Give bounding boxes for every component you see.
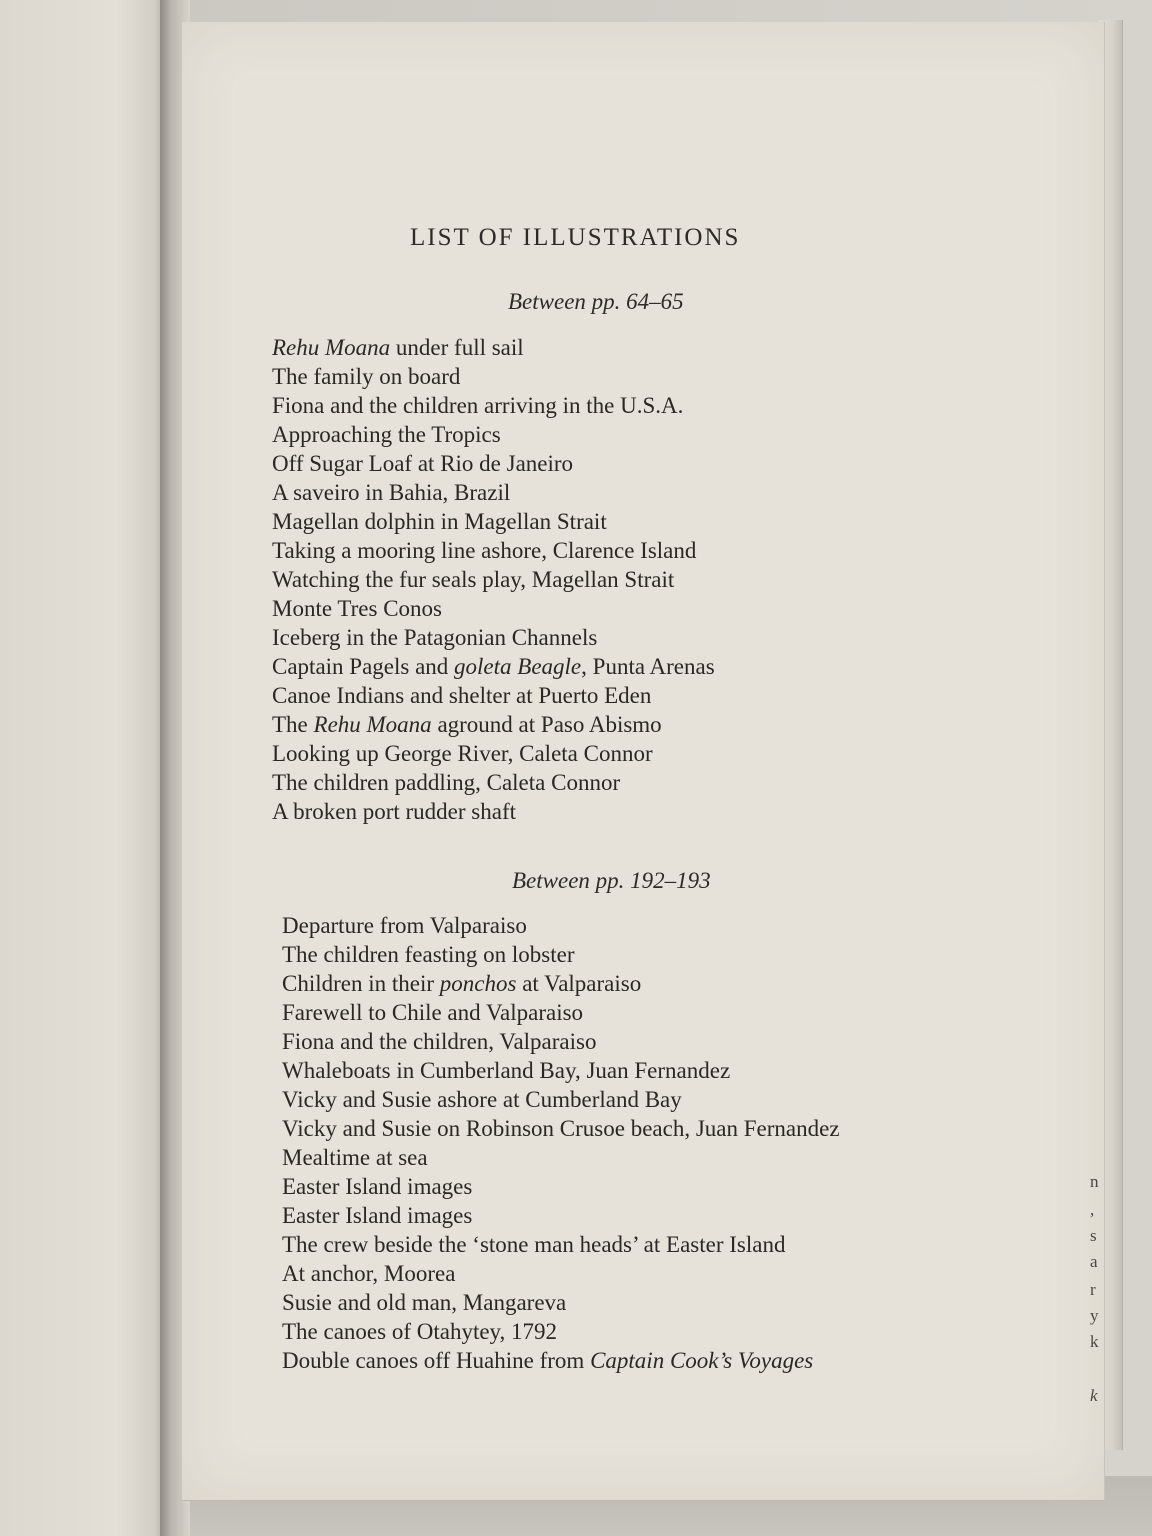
illustration-item xyxy=(282,1288,840,1317)
illustration-item xyxy=(282,1056,840,1085)
illustration-item xyxy=(272,333,715,362)
page-title: LIST OF ILLUSTRATIONS xyxy=(410,224,741,251)
illustration-item-text: under full sail xyxy=(390,335,524,360)
bleed-letter: n xyxy=(1090,1172,1099,1191)
illustration-item-text: The children paddling, Caleta Connor xyxy=(272,770,621,795)
illustration-item xyxy=(272,420,715,449)
illustration-item-text: Mealtime at sea xyxy=(282,1145,428,1170)
illustration-item xyxy=(272,565,715,594)
illustration-item xyxy=(272,391,715,420)
bleed-letter: s xyxy=(1090,1226,1097,1245)
illustration-item xyxy=(282,969,840,998)
illustration-item xyxy=(282,1201,840,1230)
illustration-item-text: A broken port rudder shaft xyxy=(272,799,516,824)
bleed-letter: a xyxy=(1090,1252,1098,1271)
illustration-item-text: Taking a mooring line ashore, Clarence Island xyxy=(272,538,697,563)
illustration-item xyxy=(272,536,715,565)
illustration-item xyxy=(272,652,715,681)
illustration-item-text: Easter Island images xyxy=(282,1203,473,1228)
illustration-item xyxy=(272,739,715,768)
illustration-item-text: Easter Island images xyxy=(282,1174,473,1199)
illustration-item-text: The xyxy=(272,712,314,737)
illustration-item xyxy=(272,507,715,536)
illustration-item xyxy=(282,1230,840,1259)
illustration-list-1 xyxy=(272,333,715,826)
illustration-item-text: The family on board xyxy=(272,364,461,389)
illustration-item xyxy=(282,1317,840,1346)
illustration-item xyxy=(272,797,715,826)
illustration-item xyxy=(272,362,715,391)
illustration-item xyxy=(272,623,715,652)
illustration-item xyxy=(272,594,715,623)
illustration-item-text: Captain Pagels and xyxy=(272,654,455,679)
illustration-item-text: Departure from Valparaiso xyxy=(282,913,527,938)
illustration-item-italic-text: Rehu Moana xyxy=(272,335,391,360)
illustration-item xyxy=(272,681,715,710)
left-page xyxy=(0,0,168,1536)
illustration-item xyxy=(282,911,840,940)
bleed-letter: r xyxy=(1090,1280,1096,1299)
illustration-item-text: A saveiro in Bahia, Brazil xyxy=(272,480,511,505)
illustration-item-text: At anchor, Moorea xyxy=(282,1261,456,1286)
illustration-item xyxy=(282,1114,840,1143)
section-heading-2: Between pp. 192–193 xyxy=(512,868,711,893)
illustration-item-text: The canoes of Otahytey, 1792 xyxy=(282,1319,558,1344)
illustration-item xyxy=(272,710,715,739)
illustration-item-text: Approaching the Tropics xyxy=(272,422,501,447)
illustration-item-text: Monte Tres Conos xyxy=(272,596,442,621)
illustration-item-text: Off Sugar Loaf at Rio de Janeiro xyxy=(272,451,574,476)
illustration-item-text: Double canoes off Huahine from xyxy=(282,1348,591,1373)
illustration-item-text: Vicky and Susie ashore at Cumberland Bay xyxy=(282,1087,682,1112)
section-heading-1: Between pp. 64–65 xyxy=(508,289,684,314)
illustration-item-text: Fiona and the children, Valparaiso xyxy=(282,1029,597,1054)
illustration-item xyxy=(272,449,715,478)
illustration-item-text: Farewell to Chile and Valparaiso xyxy=(282,1000,584,1025)
illustration-item-text: Vicky and Susie on Robinson Crusoe beach, Juan Fernandez xyxy=(282,1116,840,1141)
illustration-item-text: Whaleboats in Cumberland Bay, Juan Fernandez xyxy=(282,1058,731,1083)
illustration-item-text: Children in their xyxy=(282,971,440,996)
illustration-item-text: Watching the fur seals play, Magellan Strait xyxy=(272,567,675,592)
bleed-letter: , xyxy=(1090,1200,1095,1219)
illustration-item xyxy=(282,940,840,969)
illustration-item xyxy=(282,998,840,1027)
bleed-letter: k xyxy=(1090,1332,1099,1351)
illustration-item xyxy=(282,1346,840,1375)
illustration-item-text: at Valparaiso xyxy=(516,971,642,996)
illustration-item-text: Susie and old man, Mangareva xyxy=(282,1290,567,1315)
illustration-item-text: Iceberg in the Patagonian Channels xyxy=(272,625,598,650)
bleed-letter: k xyxy=(1090,1386,1098,1405)
illustration-item-text: The children feasting on lobster xyxy=(282,942,575,967)
illustration-item xyxy=(282,1172,840,1201)
illustration-list-2 xyxy=(282,911,840,1375)
illustration-item-italic-text: ponchos xyxy=(439,971,517,996)
illustration-item xyxy=(282,1143,840,1172)
illustration-item-text: aground at Paso Abismo xyxy=(431,712,662,737)
illustration-item xyxy=(282,1259,840,1288)
illustration-item-text: Looking up George River, Caleta Connor xyxy=(272,741,653,766)
illustration-item-italic-text: goleta Beagle xyxy=(454,654,582,679)
illustration-item-text: Canoe Indians and shelter at Puerto Eden xyxy=(272,683,652,708)
illustration-item-text: The crew beside the ‘stone man heads’ at Easter Island xyxy=(282,1232,786,1257)
illustration-item xyxy=(272,478,715,507)
illustration-item xyxy=(272,768,715,797)
illustration-item xyxy=(282,1085,840,1114)
illustration-item-text: Magellan dolphin in Magellan Strait xyxy=(272,509,607,534)
bleed-letter: y xyxy=(1090,1306,1099,1325)
illustration-item-italic-text: Captain Cook’s Voyages xyxy=(590,1348,814,1373)
illustration-item xyxy=(282,1027,840,1056)
illustration-item-text: , Punta Arenas xyxy=(581,654,715,679)
illustration-item-italic-text: Rehu Moana xyxy=(313,712,432,737)
illustration-item-text: Fiona and the children arriving in the U.S.A. xyxy=(272,393,684,418)
